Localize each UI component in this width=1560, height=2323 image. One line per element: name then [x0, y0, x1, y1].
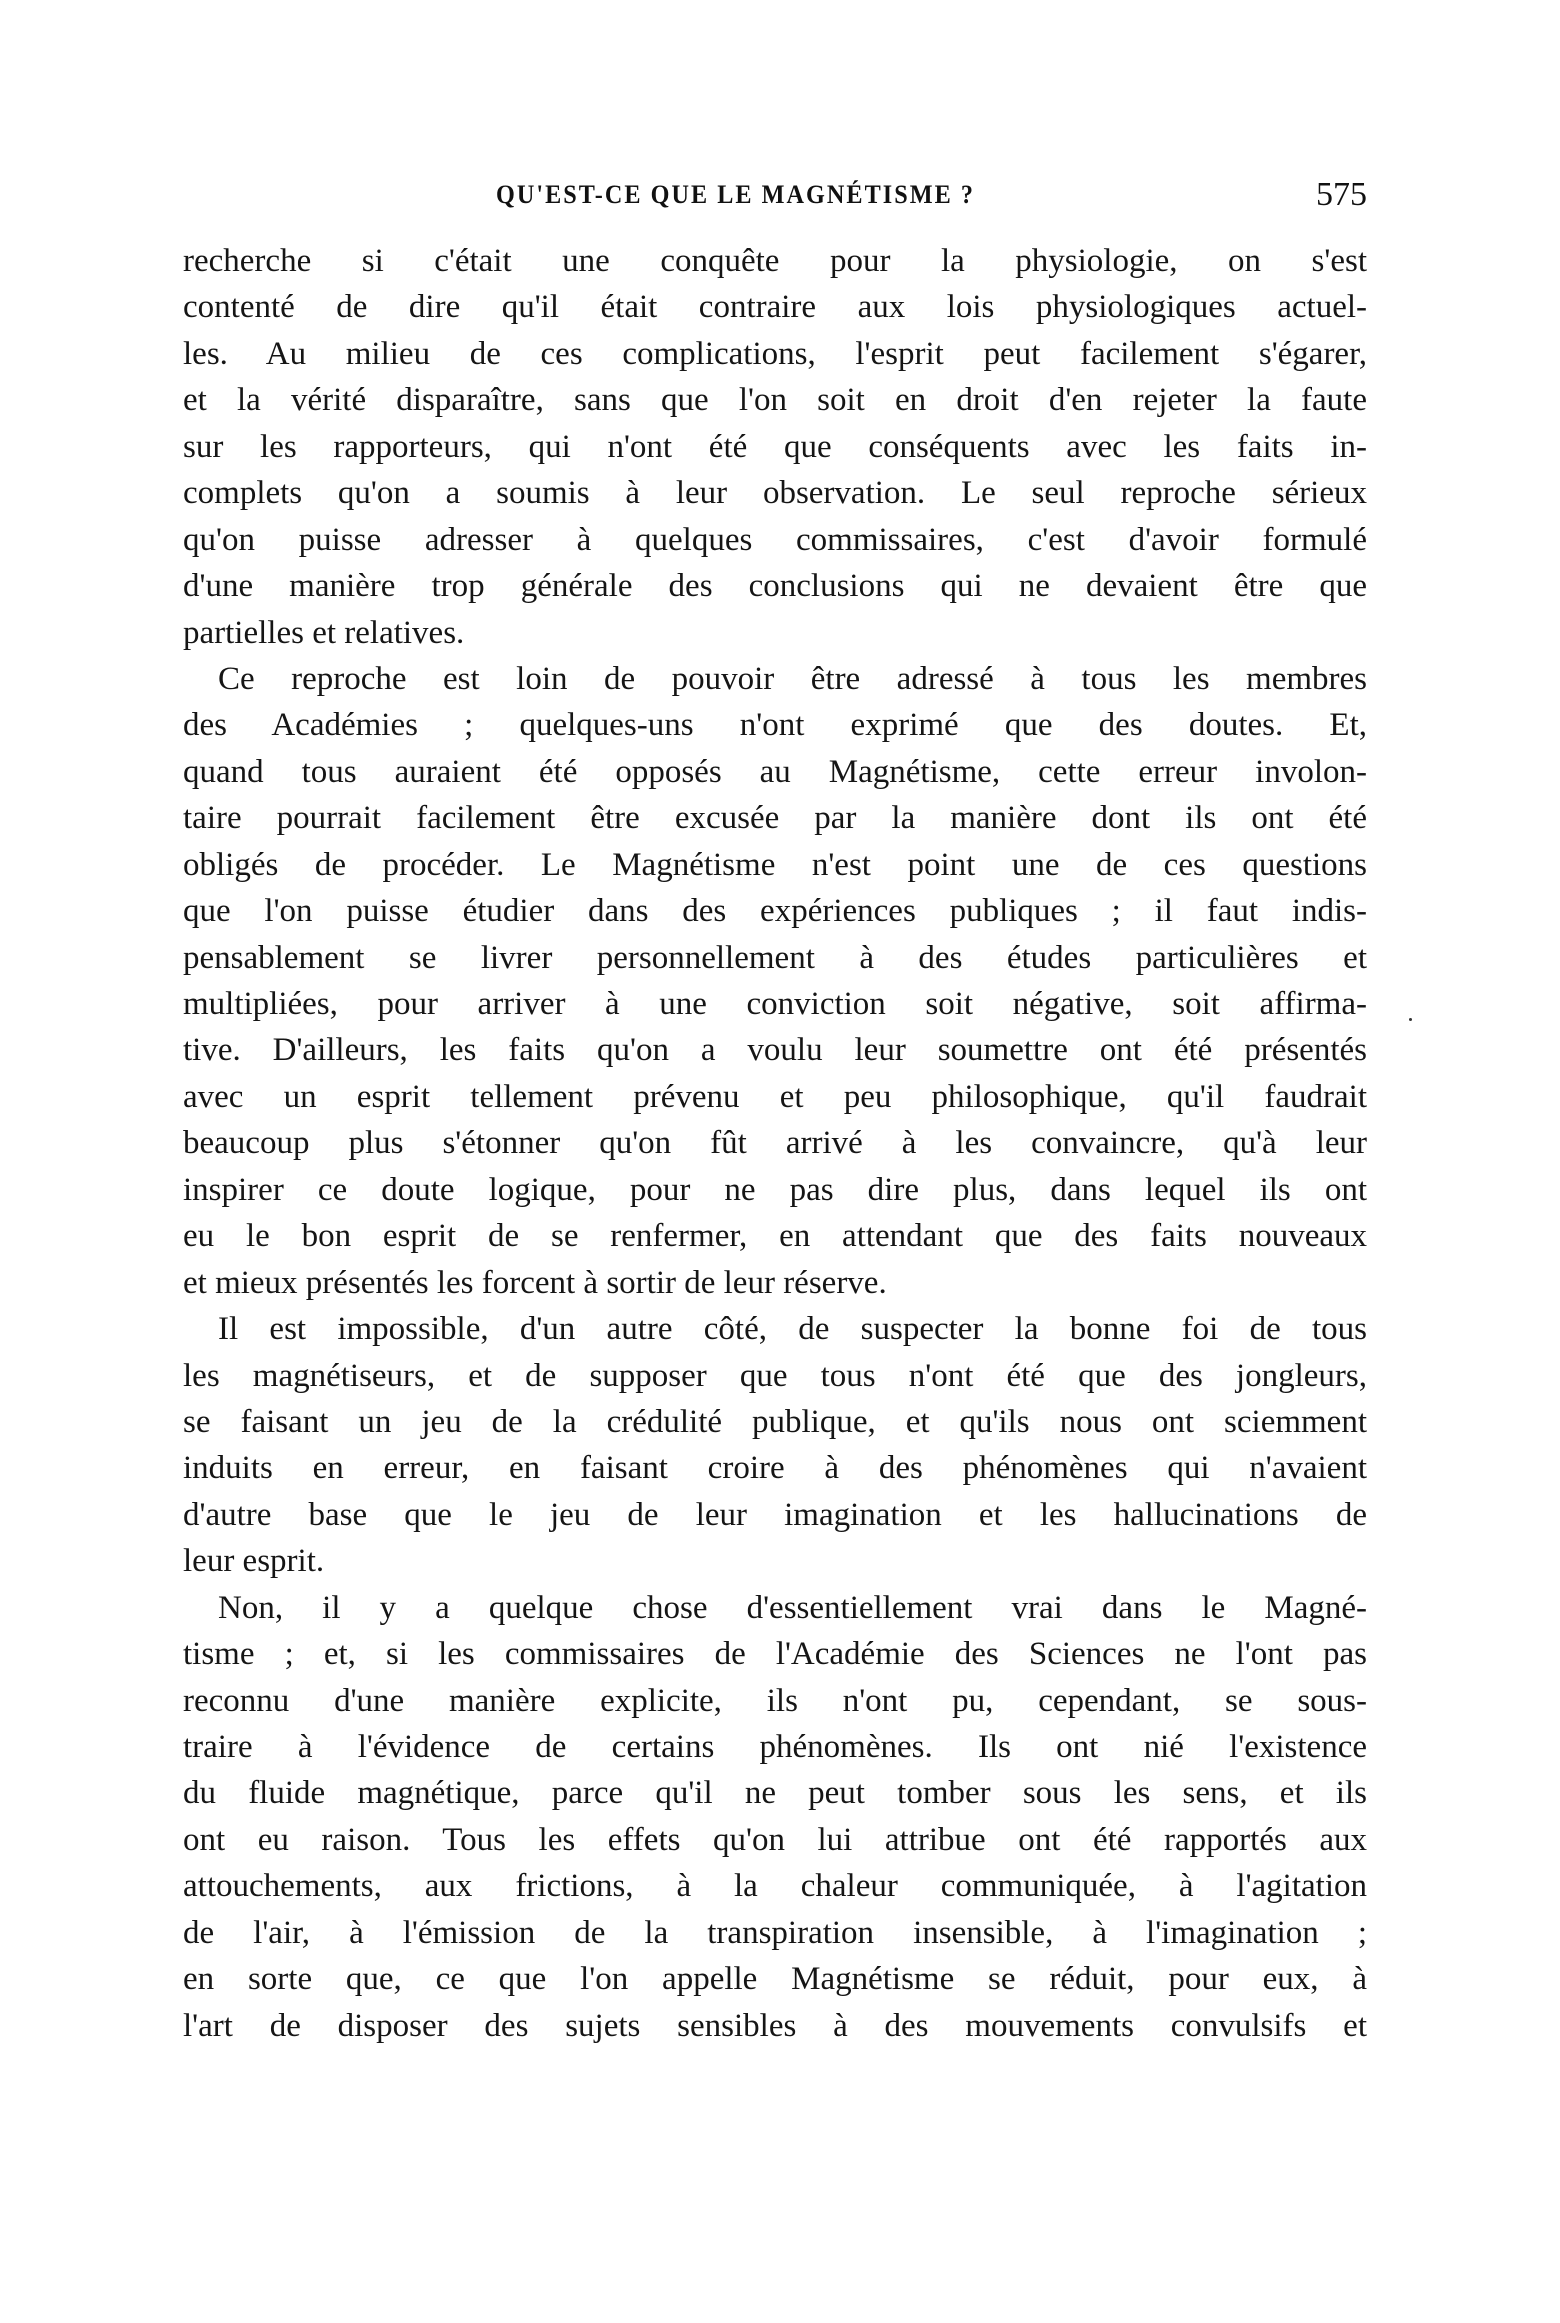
running-title: QU'EST-CE QUE LE MAGNÉTISME ?: [496, 180, 975, 209]
paragraph-4: [183, 1585, 1367, 2049]
text-line: quand tous auraient été opposés au Magnétisme, cette erreur involon-: [183, 753, 1367, 790]
text-line: reconnu d'une manière explicite, ils n'ont pu, cependant, se sous-: [183, 1682, 1367, 1719]
text-line: tive. D'ailleurs, les faits qu'on a voulu leur soumettre ont été présentés: [183, 1032, 1367, 1069]
text-line: taire pourrait facilement être excusée par la manière dont ils ont été: [183, 800, 1367, 837]
text-line: traire à l'évidence de certains phénomènes. Ils ont nié l'existence: [183, 1729, 1367, 1765]
text-line: sur les rapporteurs, qui n'ont été que conséquents avec les faits in-: [183, 428, 1367, 465]
scan-speck: [1409, 1018, 1412, 1021]
text-line: multipliées, pour arriver à une conviction soit négative, soit affirma-: [183, 986, 1367, 1022]
text-line: beaucoup plus s'étonner qu'on fût arrivé à les convaincre, qu'à leur: [183, 1125, 1367, 1162]
text-line: tisme ; et, si les commissaires de l'Académie des Sciences ne l'ont pas: [183, 1636, 1367, 1673]
text-line: recherche si c'était une conquête pour la physiologie, on s'est: [183, 243, 1367, 279]
text-line: eu le bon esprit de se renfermer, en attendant que des faits nouveaux: [183, 1218, 1367, 1255]
paragraph-1: [183, 238, 1367, 656]
text-line: Ce reproche est loin de pouvoir être adressé à tous les membres: [218, 660, 1367, 697]
text-line: Non, il y a quelque chose d'essentiellement vrai dans le Magné-: [218, 1589, 1367, 1626]
text-line: inspirer ce doute logique, pour ne pas dire plus, dans lequel ils ont: [183, 1171, 1367, 1208]
text-line: qu'on puisse adresser à quelques commissaires, c'est d'avoir formulé: [183, 521, 1367, 558]
text-line: induits en erreur, en faisant croire à des phénomènes qui n'avaient: [183, 1450, 1367, 1487]
text-line: de l'air, à l'émission de la transpiration insensible, à l'imagination ;: [183, 1914, 1367, 1951]
text-line: que l'on puisse étudier dans des expériences publiques ; il faut indis-: [183, 893, 1367, 930]
paragraph-2: [183, 656, 1367, 1306]
body-text: [183, 238, 1367, 2049]
text-line: en sorte que, ce que l'on appelle Magnétisme se réduit, pour eux, à: [183, 1961, 1367, 1998]
running-head: [183, 176, 1367, 216]
text-line: d'une manière trop générale des conclusions qui ne devaient être que: [183, 568, 1367, 605]
text-line: et la vérité disparaître, sans que l'on soit en droit d'en rejeter la faute: [183, 382, 1367, 419]
text-line: pensablement se livrer personnellement à des études particulières et: [183, 939, 1367, 976]
text-line: et mieux présentés les forcent à sortir de leur réserve.: [183, 1264, 887, 1301]
text-line: du fluide magnétique, parce qu'il ne peut tomber sous les sens, et ils: [183, 1775, 1367, 1812]
text-line: obligés de procéder. Le Magnétisme n'est point une de ces questions: [183, 846, 1367, 883]
text-line: ont eu raison. Tous les effets qu'on lui attribue ont été rapportés aux: [183, 1821, 1367, 1858]
text-line: contenté de dire qu'il était contraire aux lois physiologiques actuel-: [183, 289, 1367, 326]
text-line: avec un esprit tellement prévenu et peu philosophique, qu'il faudrait: [183, 1078, 1367, 1115]
text-line: l'art de disposer des sujets sensibles à des mouvements convulsifs et: [183, 2007, 1367, 2044]
text-line: leur esprit.: [183, 1543, 325, 1580]
text-line: complets qu'on a soumis à leur observation. Le seul reproche sérieux: [183, 475, 1367, 512]
text-line: partielles et relatives.: [183, 614, 465, 651]
page-number: 575: [1316, 176, 1367, 213]
text-line: des Académies ; quelques-uns n'ont exprimé que des doutes. Et,: [183, 707, 1367, 744]
text-line: les magnétiseurs, et de supposer que tous n'ont été que des jongleurs,: [183, 1357, 1367, 1394]
text-line: les. Au milieu de ces complications, l'esprit peut facilement s'égarer,: [183, 335, 1367, 372]
text-line: Il est impossible, d'un autre côté, de suspecter la bonne foi de tous: [218, 1311, 1367, 1348]
text-line: se faisant un jeu de la crédulité publique, et qu'ils nous ont sciemment: [183, 1403, 1367, 1440]
text-line: d'autre base que le jeu de leur imagination et les hallucinations de: [183, 1496, 1367, 1533]
text-line: attouchements, aux frictions, à la chaleur communiquée, à l'agitation: [183, 1868, 1367, 1905]
paragraph-3: [183, 1306, 1367, 1585]
